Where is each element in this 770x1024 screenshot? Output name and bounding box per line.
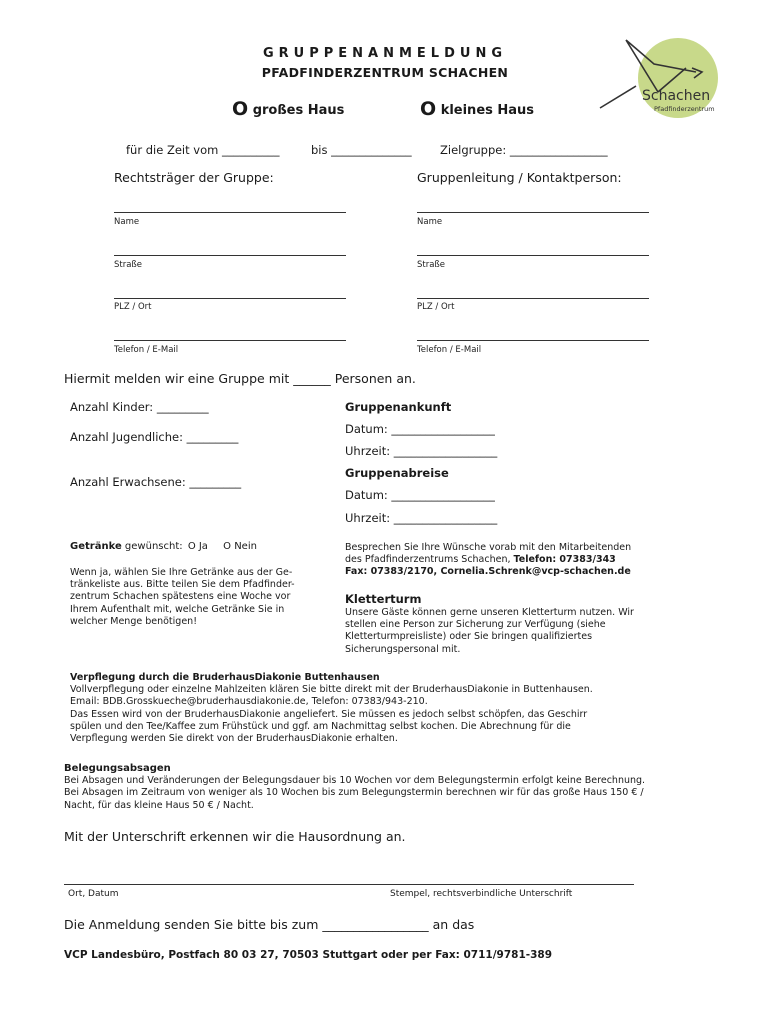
send-deadline-line — [64, 917, 474, 932]
logo-subtitle: Pfadfinderzentrum — [654, 105, 715, 113]
right-name-label: Name — [417, 217, 443, 227]
drinks-text-line: Ihrem Aufenthalt mit, welche Getränke Sie in — [70, 603, 285, 615]
option-small-house-label: kleines Haus — [440, 103, 535, 118]
climbing-text-line: Sicherungspersonal mit. — [345, 643, 461, 655]
period-from[interactable]: für die Zeit vom __________ — [126, 143, 280, 157]
send-deadline-field[interactable]: _________________ — [322, 917, 429, 932]
send-address: VCP Landesbüro, Postfach 80 03 27, 70503 Stuttgart oder per Fax: 0711/9781-389 — [64, 949, 553, 961]
climbing-heading: Kletterturm — [345, 592, 422, 606]
left-phone-line[interactable] — [114, 340, 346, 341]
arrival-heading: Gruppenankunft — [345, 400, 452, 414]
contact-line-2 — [345, 554, 675, 566]
contact-block — [345, 542, 675, 579]
cancellation-line: Bei Absagen und Veränderungen der Belegungsdauer bis 10 Wochen vor dem Belegungstermin erfolgt keine Berechnung. — [64, 775, 646, 787]
persons-line — [64, 371, 416, 386]
departure-date-field[interactable]: Datum: __________________ — [345, 488, 495, 502]
contact-line-2-text: des Pfadfinderzentrums Schachen, — [345, 554, 511, 566]
option-large-house[interactable] — [232, 98, 344, 120]
persons-field[interactable]: ______ — [293, 371, 331, 386]
page-title: GRUPPENANMELDUNG — [263, 46, 507, 61]
cancellation-heading: Belegungsabsagen — [64, 763, 171, 774]
catering-line: Das Essen wird von der BruderhausDiakonie angeliefert. Sie müssen es jedoch selbst schöpfen, das Geschirr — [70, 708, 588, 720]
send-suffix: an das — [432, 917, 475, 932]
drinks-text-line: zentrum Schachen spätestens eine Woche vor — [70, 591, 291, 603]
right-street-label: Straße — [417, 260, 446, 270]
departure-time-field[interactable]: Uhrzeit: __________________ — [345, 511, 498, 525]
left-street-line[interactable] — [114, 255, 346, 256]
persons-prefix: Hiermit melden wir eine Gruppe mit — [64, 371, 290, 386]
climbing-text — [345, 607, 675, 656]
option-small-house[interactable] — [420, 98, 534, 120]
period-to[interactable]: bis ______________ — [311, 143, 412, 157]
catering-heading: Verpflegung durch die BruderhausDiakonie Buttenhausen — [70, 672, 380, 683]
radio-large-house[interactable]: O — [232, 98, 249, 120]
left-phone-label: Telefon / E-Mail — [114, 345, 179, 355]
right-heading: Gruppenleitung / Kontaktperson: — [417, 170, 622, 185]
left-heading: Rechtsträger der Gruppe: — [114, 170, 274, 185]
target-group[interactable]: Zielgruppe: _________________ — [440, 143, 608, 157]
cancellation-line: Nacht, für das kleine Haus 50 € / Nacht. — [64, 799, 254, 811]
option-large-house-label: großes Haus — [252, 103, 345, 118]
departure-heading: Gruppenabreise — [345, 466, 449, 480]
drinks-question: gewünscht: — [124, 541, 183, 552]
stamp-label: Stempel, rechtsverbindliche Unterschrift — [390, 889, 573, 899]
left-name-line[interactable] — [114, 212, 346, 213]
drinks-label: Getränke — [70, 541, 122, 552]
page-subtitle: PFADFINDERZENTRUM SCHACHEN — [261, 65, 509, 80]
arrival-time-field[interactable]: Uhrzeit: __________________ — [345, 444, 498, 458]
signature-statement: Mit der Unterschrift erkennen wir die Hausordnung an. — [64, 829, 406, 844]
drinks-text — [70, 567, 332, 628]
catering-line: spülen und den Tee/Kaffee zum Frühstück und ggf. am Nachmittag selbst kochen. Die Abrechnung für die — [70, 720, 571, 732]
contact-line-1: Besprechen Sie Ihre Wünsche vorab mit den Mitarbeitenden — [345, 542, 632, 553]
radio-small-house[interactable]: O — [420, 98, 437, 120]
catering-line: Email: BDB.Grosskueche@bruderhausdiakonie.de, Telefon: 07383/943-210. — [70, 696, 428, 708]
children-field[interactable]: Anzahl Kinder: _________ — [70, 400, 209, 414]
persons-suffix: Personen an. — [334, 371, 416, 386]
drinks-text-line: welcher Menge benötigen! — [70, 615, 198, 627]
cancellation-block — [64, 763, 744, 812]
climbing-text-line: Unsere Gäste können gerne unseren Kletterturm nutzen. Wir — [345, 607, 634, 618]
left-city-label: PLZ / Ort — [114, 302, 152, 312]
signature-line[interactable] — [64, 884, 634, 885]
catering-line: Verpflegung werden Sie direkt von der BruderhausDiakonie erhalten. — [70, 733, 398, 745]
drinks-yes-option[interactable]: O Ja — [187, 541, 208, 552]
right-city-label: PLZ / Ort — [417, 302, 455, 312]
logo-name: Schachen — [642, 88, 711, 104]
climbing-text-line: stellen eine Person zur Sicherung zur Verfügung (siehe — [345, 619, 606, 631]
drinks-no-option[interactable]: O Nein — [223, 541, 257, 552]
cancellation-line: Bei Absagen im Zeitraum von weniger als 10 Wochen bis zum Belegungstermin berechnen wir für das große Haus 150 € / — [64, 787, 644, 799]
right-phone-line[interactable] — [417, 340, 649, 341]
right-phone-label: Telefon / E-Mail — [417, 345, 482, 355]
left-name-label: Name — [114, 217, 140, 227]
drinks-text-line: tränkeliste aus. Bitte teilen Sie dem Pfadfinder- — [70, 579, 295, 591]
arrival-date-field[interactable]: Datum: __________________ — [345, 422, 495, 436]
catering-block — [70, 672, 730, 745]
left-street-label: Straße — [114, 260, 143, 270]
drinks-text-line: Wenn ja, wählen Sie Ihre Getränke aus der Ge- — [70, 567, 293, 578]
drinks-row — [70, 541, 257, 552]
right-name-line[interactable] — [417, 212, 649, 213]
right-street-line[interactable] — [417, 255, 649, 256]
contact-fax-email: Fax: 07383/2170, Cornelia.Schrenk@vcp-schachen.de — [345, 566, 631, 578]
send-prefix: Die Anmeldung senden Sie bitte bis zum — [64, 917, 319, 932]
youth-field[interactable]: Anzahl Jugendliche: _________ — [70, 430, 239, 444]
left-city-line[interactable] — [114, 298, 346, 299]
catering-line: Vollverpflegung oder einzelne Mahlzeiten klären Sie bitte direkt mit der BruderhausDiakonie in Buttenhausen. — [70, 684, 593, 696]
place-date-label: Ort, Datum — [68, 889, 119, 899]
right-city-line[interactable] — [417, 298, 649, 299]
contact-phone: Telefon: 07383/343 — [513, 554, 616, 566]
climbing-text-line: Kletterturmpreisliste) oder Sie bringen qualifiziertes — [345, 631, 593, 643]
adults-field[interactable]: Anzahl Erwachsene: _________ — [70, 475, 242, 489]
